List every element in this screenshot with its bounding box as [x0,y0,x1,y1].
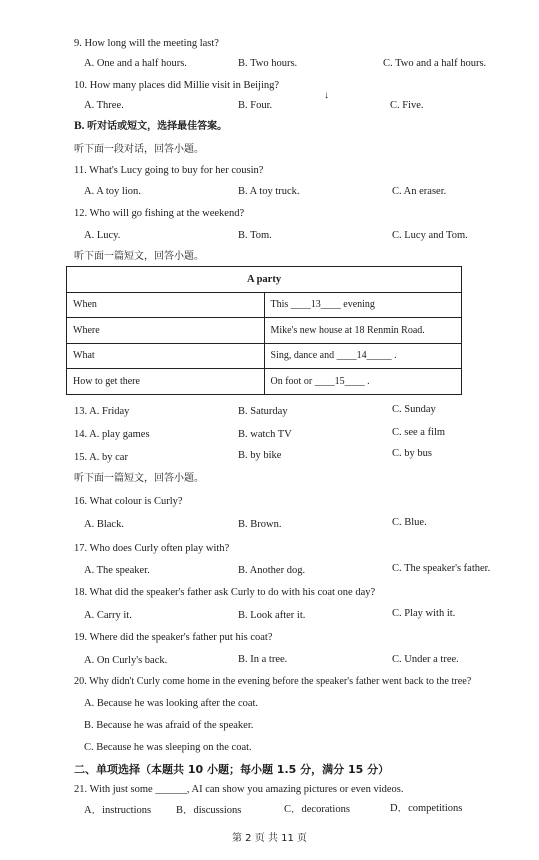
question-14-option-c: C. see a film [392,427,446,438]
question-18-option-a: A. Carry it. [84,610,132,621]
question-10-stem: 10. How many places did Millie visit in Beijing? [74,80,280,91]
question-17-option-b: B. Another dog. [238,565,306,576]
question-10-option-b: B. Four. [238,100,273,111]
question-21-option-a: A．instructions [84,805,152,816]
table-value-pre: This ____ [270,299,311,311]
question-19-option-a: A. On Curly's back. [84,655,168,666]
blank-number: 15 [334,375,345,387]
question-20-option-c: C. Because he was sleeping on the coat. [84,742,252,753]
question-15-option-b: B. by bike [238,450,282,461]
question-11-stem: 11. What's Lucy going to buy for her cousin? [74,165,264,176]
question-21-stem: 21. With just some ______, AI can show you amazing pictures or even videos. [74,784,404,795]
question-12-stem: 12. Who will go fishing at the weekend? [74,208,245,219]
question-11-option-b: B. A toy truck. [238,186,300,197]
table-value-pre: On foot or ____ [270,375,335,387]
question-18-stem: 18. What did the speaker's father ask Curly to do with his coat one day? [74,587,376,598]
question-17-option-a: A. The speaker. [84,565,150,576]
question-11-option-c: C. An eraser. [392,186,447,197]
table-row-value [264,369,462,395]
question-20-stem: 20. Why didn't Curly come home in the evening before the speaker's father went back to the tree? [74,676,472,687]
question-16-stem: 16. What colour is Curly? [74,496,183,507]
table-row [67,369,462,395]
table-value-post: ____ . [344,375,370,387]
question-10-option-a: A. Three. [84,100,124,111]
section-b-letter: B. [74,120,85,132]
question-21-option-b: B．discussions [176,805,242,816]
blank-number: 14 [356,350,367,362]
question-21-option-d: D．competitions [390,803,463,814]
passage-2-instruction: 听下面一篇短文，回答小题。 [74,473,204,484]
question-20-option-a: A. Because he was looking after the coat. [84,698,259,709]
question-13-option-a: 13. A. Friday [74,406,130,417]
question-9-option-b: B. Two hours. [238,58,298,69]
question-19-option-b: B. In a tree. [238,654,288,665]
blank-number: 13 [310,299,321,311]
question-18-option-b: B. Look after it. [238,610,306,621]
page-number-footer: 第 2 页 共 11 页 [232,833,307,844]
section-b-title: 听对话或短文，选择最佳答案。 [87,121,228,132]
question-21-option-c: C．decorations [284,804,350,815]
question-14-option-b: B. watch TV [238,429,292,440]
question-9-option-c: C. Two and a half hours. [383,58,487,69]
question-12-option-a: A. Lucy. [84,230,121,241]
table-row-value [264,343,462,369]
table-row-value [264,318,462,344]
question-11-option-a: A. A toy lion. [84,186,141,197]
party-table [66,266,462,395]
table-row-label: How to get there [67,369,265,395]
table-row-label: What [67,343,265,369]
question-19-option-c: C. Under a tree. [392,654,459,665]
question-17-stem: 17. Who does Curly often play with? [74,543,230,554]
section-b-heading [74,120,227,133]
question-13-option-c: C. Sunday [392,404,436,415]
question-12-option-b: B. Tom. [238,230,272,241]
table-row-label: Where [67,318,265,344]
question-16-option-c: C. Blue. [392,517,427,528]
question-9-option-a: A. One and a half hours. [84,58,187,69]
question-13-option-b: B. Saturday [238,406,288,417]
question-15-option-a: 15. A. by car [74,452,128,463]
table-row-value [264,292,462,318]
passage-1-instruction: 听下面一篇短文，回答小题。 [74,251,204,262]
table-row [67,343,462,369]
question-14-option-a: 14. A. play games [74,429,150,440]
table-title-row [67,267,462,293]
question-20-option-b: B. Because he was afraid of the speaker. [84,720,254,731]
table-value-post: _____ . [366,350,397,362]
table-row [67,318,462,344]
table-value-pre: Mike's new house at 18 Renmin Road. [270,324,425,336]
question-19-stem: 19. Where did the speaker's father put his coat? [74,632,273,643]
question-17-option-c: C. The speaker's father. [392,563,491,574]
question-15-option-c: C. by bus [392,448,432,459]
question-12-option-c: C. Lucy and Tom. [392,230,468,241]
table-row [67,292,462,318]
question-10-option-c: C. Five. [390,100,424,111]
table-value-post: ____ evening [320,299,375,311]
dialogue-instruction: 听下面一段对话，回答小题。 [74,144,204,155]
pen-tick-mark: ↓ [324,90,329,101]
question-16-option-b: B. Brown. [238,519,282,530]
table-title: A party [67,267,462,293]
table-row-label: When [67,292,265,318]
question-9-stem: 9. How long will the meeting last? [74,38,219,49]
question-18-option-c: C. Play with it. [392,608,456,619]
section-2-heading: 二、单项选择（本题共 10 小题；每小题 1.5 分，满分 15 分） [74,763,390,776]
table-value-pre: Sing, dance and ____ [270,350,357,362]
question-16-option-a: A. Black. [84,519,124,530]
